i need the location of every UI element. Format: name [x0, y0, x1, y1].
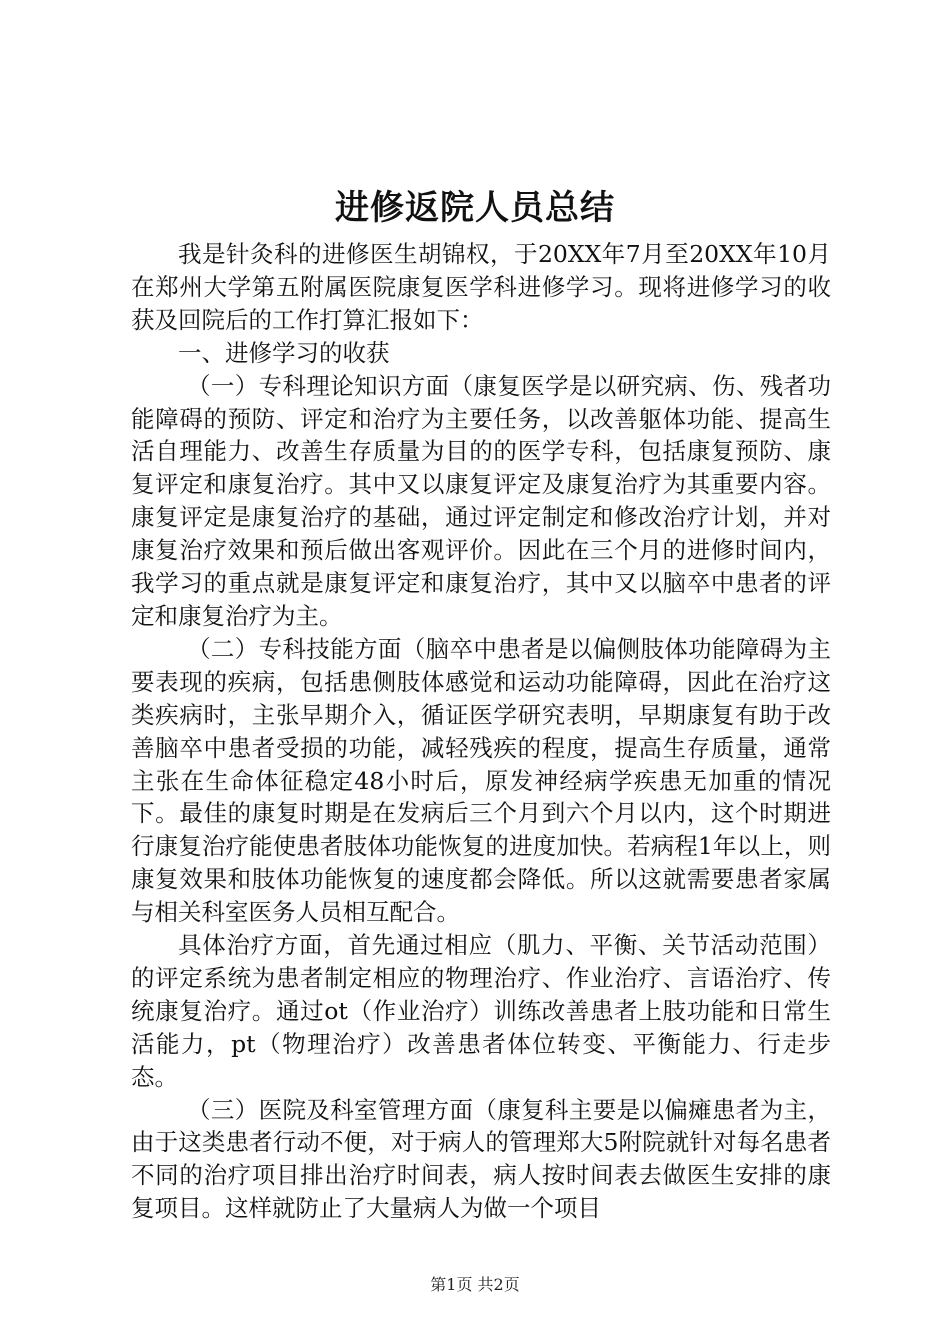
document-title: 进修返院人员总结 [335, 188, 615, 228]
page-number: 第1页 共2页 [430, 1275, 520, 1294]
theory-paragraph: （一）专科理论知识方面（康复医学是以研究病、伤、残者功能障碍的预防、评定和治疗为主要任务，以改善躯体功能、提高生活自理能力、改善生存质量为目的的医学专科，包括康复预防、康复评定和康复治疗。其中又以康复评定及康复治疗为其重要内容。康复评定是康复治疗的基础，通过评定制定和修改治疗计划，并对康复治疗效果和预后做出客观评价。因此在三个月的进修时间内，我学习的重点就是康复评定和康复治疗，其中又以脑卒中患者的评定和康复治疗为主。 [131, 371, 831, 630]
management-paragraph: （三）医院及科室管理方面（康复科主要是以偏瘫患者为主，由于这类患者行动不便，对于病人的管理郑大5附院就针对每名患者不同的治疗项目排出治疗时间表，病人按时间表去做医生安排的康复项目。这样就防止了大量病人为做一个项目 [131, 1095, 831, 1223]
intro-paragraph: 我是针灸科的进修医生胡锦权，于20XX年7月至20XX年10月在郑州大学第五附属医院康复医学科进修学习。现将进修学习的收获及回院后的工作打算汇报如下： [131, 240, 831, 334]
section-heading: 一、进修学习的收获 [178, 338, 390, 367]
treatment-paragraph: 具体治疗方面，首先通过相应（肌力、平衡、关节活动范围）的评定系统为患者制定相应的物理治疗、作业治疗、言语治疗、传统康复治疗。通过ot（作业治疗）训练改善患者上肢功能和日常生活能力，pt（物理治疗）改善患者体位转变、平衡能力、行走步态。 [131, 931, 831, 1091]
document-body [131, 238, 831, 1225]
skills-paragraph: （二）专科技能方面（脑卒中患者是以偏侧肢体功能障碍为主要表现的疾病，包括患侧肢体感觉和运动功能障碍，因此在治疗这类疾病时，主张早期介入，循证医学研究表明，早期康复有助于改善脑卒中患者受损的功能，减轻残疾的程度，提高生存质量，通常主张在生命体征稳定48小时后，原发神经病学疾患无加重的情况下。最佳的康复时期是在发病后三个月到六个月以内，这个时期进行康复治疗能使患者肢体功能恢复的进度加快。若病程1年以上，则康复效果和肢体功能恢复的速度都会降低。所以这就需要患者家属与相关科室医务人员相互配合。 [131, 634, 831, 927]
